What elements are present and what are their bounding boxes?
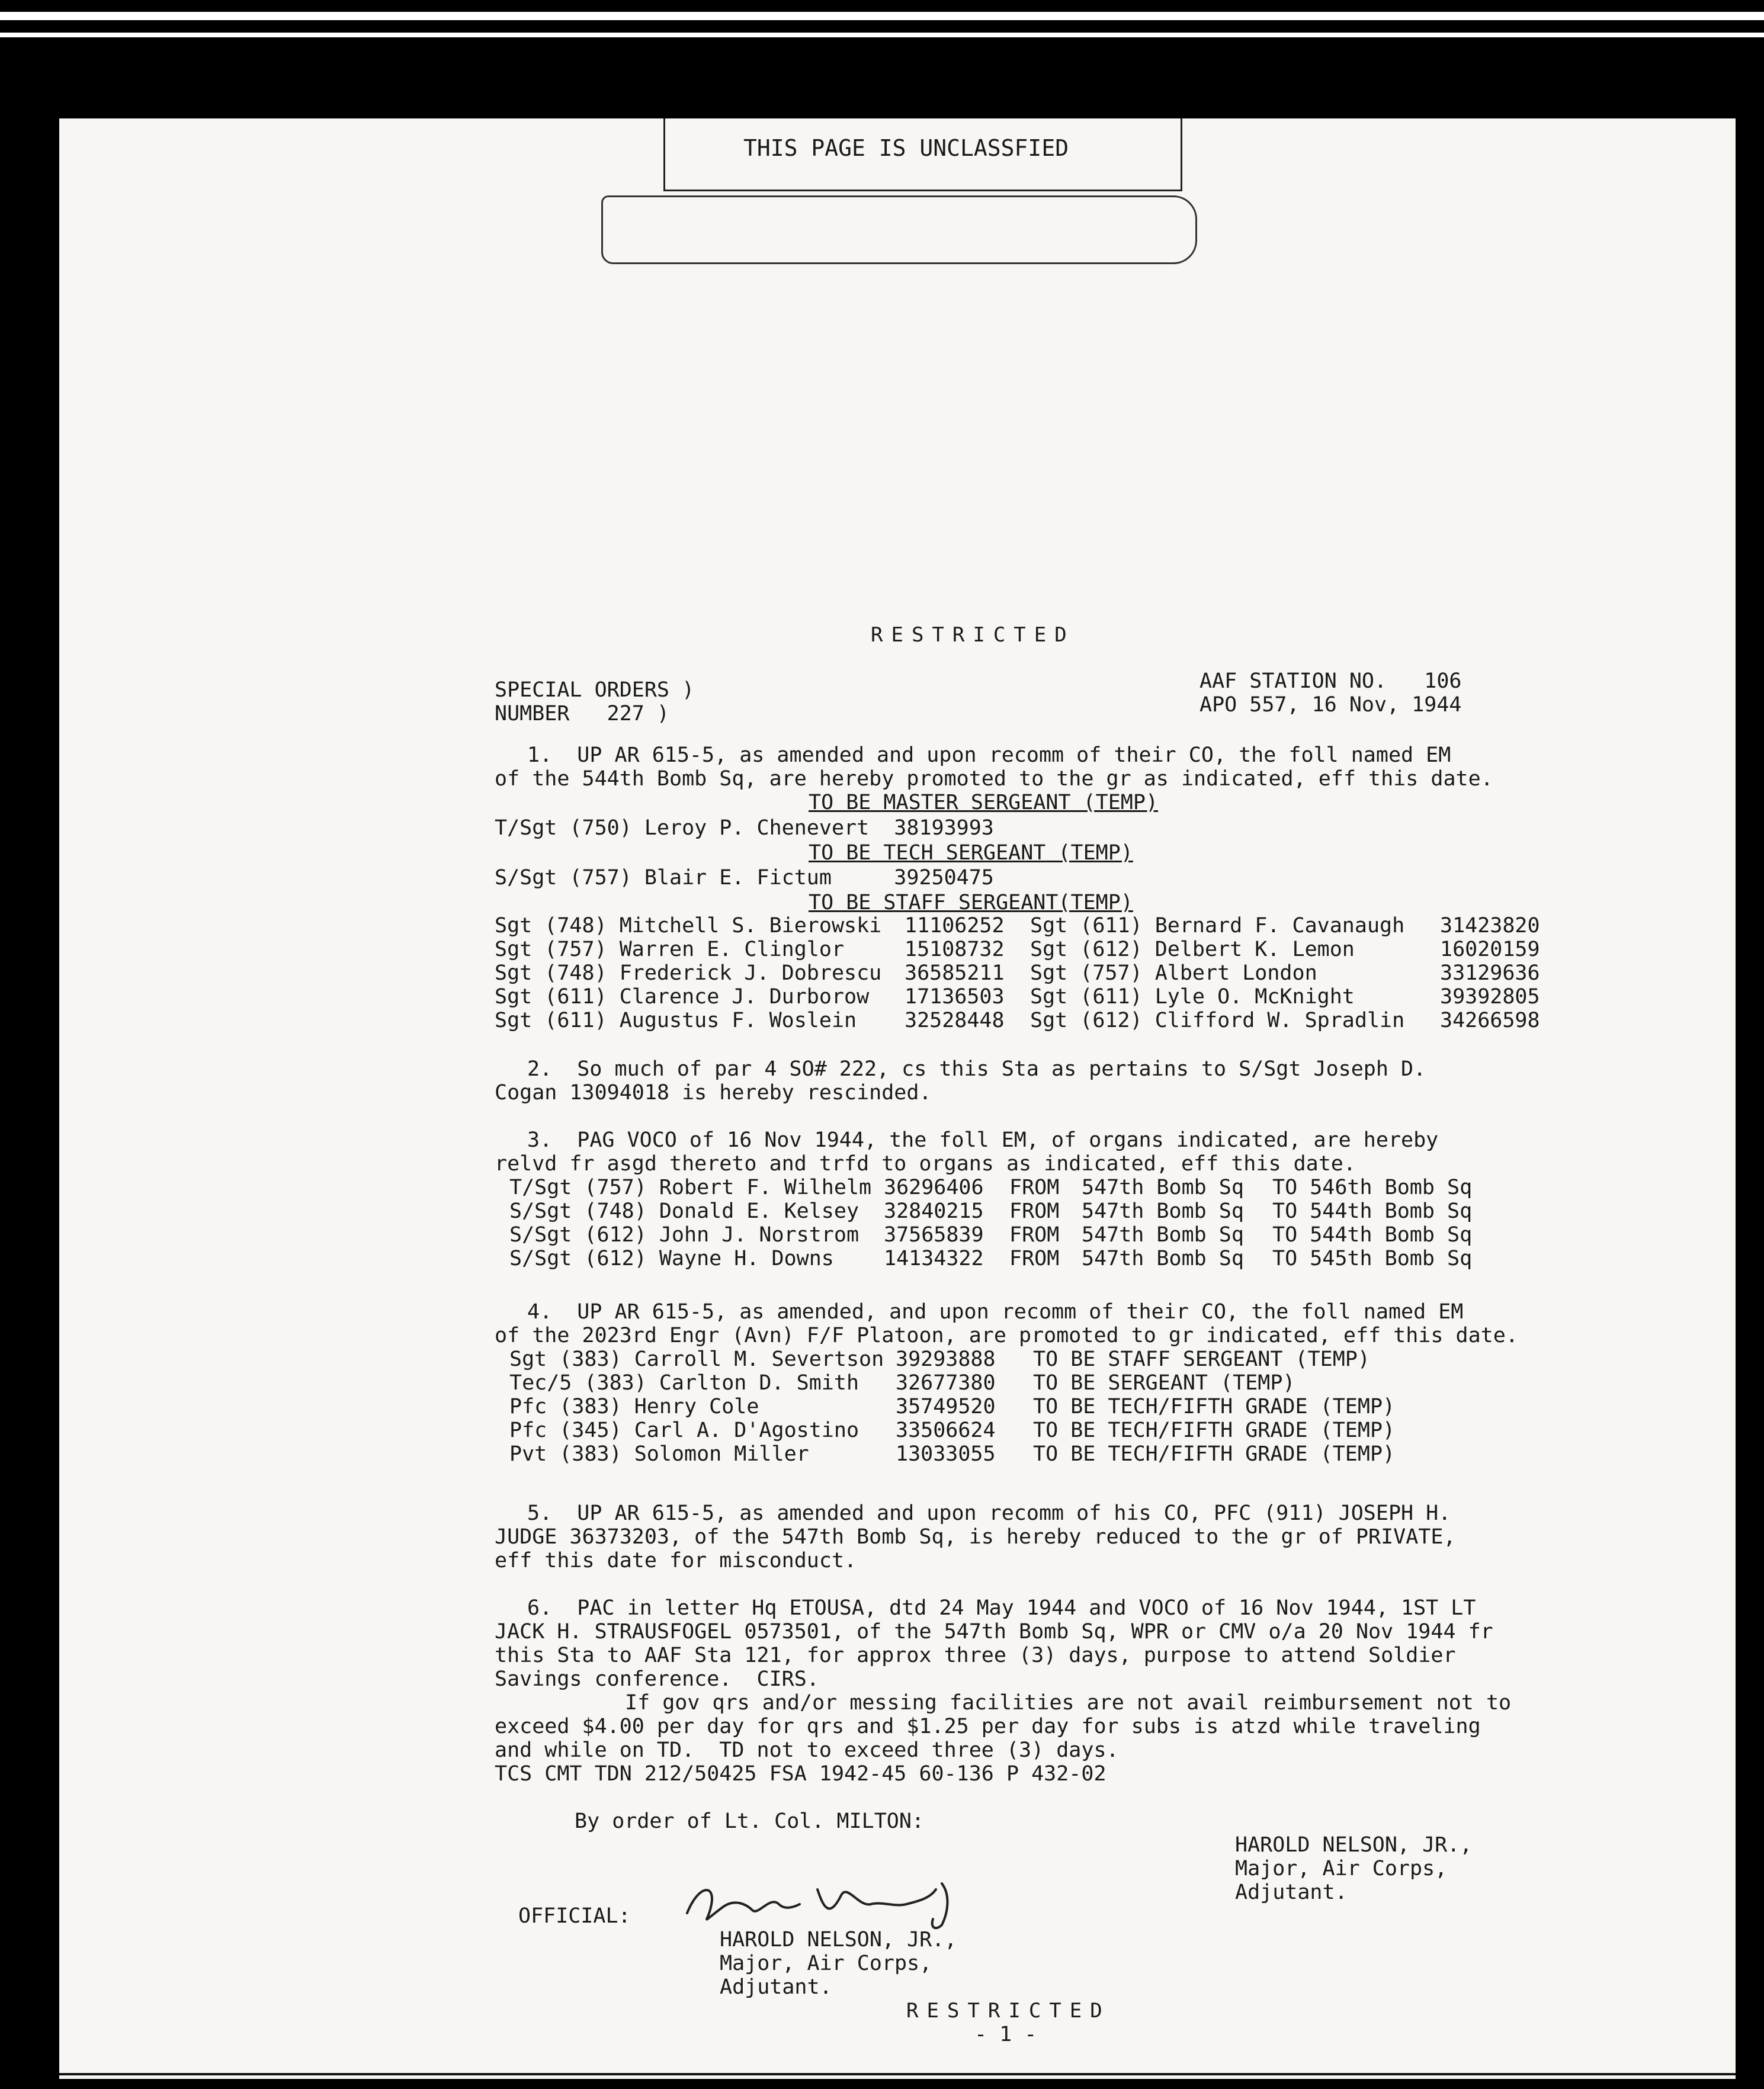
heading-tech-sergeant: TO BE TECH SERGEANT (TEMP) — [809, 841, 1133, 865]
staff-sergeant-table — [495, 914, 1547, 1032]
serial-cell: 33506624 — [896, 1419, 996, 1442]
apo-date: APO 557, 16 Nov, 1944 — [1199, 693, 1462, 717]
para6-line5: If gov qrs and/or messing facilities are not avail reimbursement not to — [625, 1691, 1512, 1715]
table-row — [495, 961, 1547, 985]
para6-line8: TCS CMT TDN 212/50425 FSA 1942-45 60-136 P 432-02 — [495, 1762, 1106, 1786]
special-orders-label: SPECIAL ORDERS ) — [495, 678, 695, 702]
from-cell: FROM — [1009, 1247, 1060, 1270]
grade-cell: TO BE SERGEANT (TEMP) — [1033, 1371, 1295, 1395]
table-row — [509, 1371, 1402, 1395]
name-cell: Sgt (757) Albert London — [1030, 961, 1317, 985]
bottom-border — [59, 2073, 1736, 2075]
table-row — [509, 1199, 1479, 1223]
table-row — [495, 985, 1547, 1009]
table-row — [509, 1442, 1402, 1466]
from-cell: FROM — [1009, 1223, 1060, 1247]
serial-cell: 37565839 — [884, 1223, 984, 1247]
serial-cell: 13033055 — [896, 1442, 996, 1466]
left-signer-name: HAROLD NELSON, JR., — [720, 1928, 957, 1952]
serial-cell: 11106252 — [905, 914, 1005, 938]
para1-line2: of the 544th Bomb Sq, are hereby promoted to the gr as indicated, eff this date. — [495, 767, 1493, 791]
serial-cell: 31423820 — [1440, 914, 1540, 938]
para4-line2: of the 2023rd Engr (Avn) F/F Platoon, are promoted to gr indicated, eff this date. — [495, 1324, 1518, 1347]
para6-line1: 6. PAC in letter Hq ETOUSA, dtd 24 May 1944 and VOCO of 16 Nov 1944, 1ST LT — [527, 1596, 1476, 1620]
grade-cell: TO BE TECH/FIFTH GRADE (TEMP) — [1033, 1442, 1396, 1466]
station-number: AAF STATION NO. 106 — [1199, 669, 1462, 693]
para5-line3: eff this date for misconduct. — [495, 1549, 857, 1573]
para6-line2: JACK H. STRAUSFOGEL 0573501, of the 547th Bomb Sq, WPR or CMV o/a 20 Nov 1944 fr — [495, 1620, 1493, 1644]
top-white-rule — [0, 12, 1764, 20]
name-cell: Pvt (383) Solomon Miller — [509, 1442, 809, 1466]
from-org-cell: 547th Bomb Sq — [1082, 1176, 1244, 1199]
para6-line3: this Sta to AAF Sta 121, for approx three (3) days, purpose to attend Soldier — [495, 1644, 1456, 1667]
grade-cell: TO BE STAFF SERGEANT (TEMP) — [1033, 1347, 1370, 1371]
tech-sergeant-entry: S/Sgt (757) Blair E. Fictum 39250475 — [495, 866, 994, 890]
left-signer-rank: Major, Air Corps, — [720, 1952, 932, 1975]
document-page — [59, 118, 1736, 2079]
name-cell: Sgt (748) Frederick J. Dobrescu — [495, 961, 882, 985]
name-cell: Pfc (345) Carl A. D'Agostino — [509, 1419, 859, 1442]
name-cell: S/Sgt (612) John J. Norstrom — [509, 1223, 859, 1247]
table-row — [509, 1347, 1402, 1371]
table-row — [509, 1419, 1402, 1442]
name-cell: Sgt (383) Carroll M. Severtson — [509, 1347, 884, 1371]
master-sergeant-entry: T/Sgt (750) Leroy P. Chenevert 38193993 — [495, 816, 994, 840]
serial-cell: 32840215 — [884, 1199, 984, 1223]
left-signer-title: Adjutant. — [720, 1975, 832, 1999]
to-org-cell: TO 544th Bomb Sq — [1272, 1199, 1473, 1223]
table-row — [495, 914, 1547, 938]
para6-line4: Savings conference. CIRS. — [495, 1667, 819, 1691]
table-row — [509, 1395, 1402, 1419]
heading-master-sergeant: TO BE MASTER SERGEANT (TEMP) — [809, 791, 1159, 814]
by-order-line: By order of Lt. Col. MILTON: — [575, 1809, 925, 1833]
order-number: NUMBER 227 ) — [495, 702, 670, 726]
classification-top: RESTRICTED — [871, 623, 1075, 647]
name-cell: Sgt (612) Clifford W. Spradlin — [1030, 1009, 1405, 1032]
para5-line2: JUDGE 36373203, of the 547th Bomb Sq, is hereby reduced to the gr of PRIVATE, — [495, 1525, 1456, 1549]
grade-cell: TO BE TECH/FIFTH GRADE (TEMP) — [1033, 1395, 1396, 1419]
unclassified-stamp-text: THIS PAGE IS UNCLASSFIED — [743, 135, 1069, 161]
para6-line7: and while on TD. TD not to exceed three (3) days. — [495, 1738, 1119, 1762]
official-label: OFFICIAL: — [518, 1904, 631, 1928]
serial-cell: 32528448 — [905, 1009, 1005, 1032]
classification-bottom: RESTRICTED — [906, 1999, 1111, 2023]
para1-line1: 1. UP AR 615-5, as amended and upon recomm of their CO, the foll named EM — [527, 743, 1451, 767]
name-cell: Tec/5 (383) Carlton D. Smith — [509, 1371, 859, 1395]
to-org-cell: TO 546th Bomb Sq — [1272, 1176, 1473, 1199]
para4-line1: 4. UP AR 615-5, as amended, and upon recomm of their CO, the foll named EM — [527, 1300, 1464, 1324]
to-org-cell: TO 545th Bomb Sq — [1272, 1247, 1473, 1270]
stamp-lower-box — [601, 195, 1197, 264]
page-number: - 1 - — [974, 2023, 1037, 2046]
name-cell: Sgt (757) Warren E. Clinglor — [495, 938, 845, 961]
serial-cell: 39392805 — [1440, 985, 1540, 1009]
from-org-cell: 547th Bomb Sq — [1082, 1199, 1244, 1223]
grade-cell: TO BE TECH/FIFTH GRADE (TEMP) — [1033, 1419, 1396, 1442]
serial-cell: 15108732 — [905, 938, 1005, 961]
heading-staff-sergeant: TO BE STAFF SERGEANT(TEMP) — [809, 891, 1133, 914]
name-cell: T/Sgt (757) Robert F. Wilhelm — [509, 1176, 872, 1199]
to-org-cell: TO 544th Bomb Sq — [1272, 1223, 1473, 1247]
name-cell: S/Sgt (612) Wayne H. Downs — [509, 1247, 834, 1270]
transfer-table — [509, 1176, 1479, 1270]
serial-cell: 36296406 — [884, 1176, 984, 1199]
para3-line1: 3. PAG VOCO of 16 Nov 1944, the foll EM, of organs indicated, are hereby — [527, 1128, 1439, 1152]
from-cell: FROM — [1009, 1199, 1060, 1223]
name-cell: Sgt (612) Delbert K. Lemon — [1030, 938, 1355, 961]
table-row — [495, 1009, 1547, 1032]
right-signer-rank: Major, Air Corps, — [1235, 1857, 1448, 1881]
name-cell: Sgt (611) Clarence J. Durborow — [495, 985, 870, 1009]
name-cell: Sgt (611) Lyle O. McKnight — [1030, 985, 1355, 1009]
para5-line1: 5. UP AR 615-5, as amended and upon recomm of his CO, PFC (911) JOSEPH H. — [527, 1501, 1451, 1525]
name-cell: Sgt (611) Bernard F. Cavanaugh — [1030, 914, 1405, 938]
para6-line6: exceed $4.00 per day for qrs and $1.25 per day for subs is atzd while traveling — [495, 1715, 1481, 1738]
name-cell: Sgt (748) Mitchell S. Bierowski — [495, 914, 882, 938]
serial-cell: 16020159 — [1440, 938, 1540, 961]
promotion-table — [509, 1347, 1402, 1466]
table-row — [495, 938, 1547, 961]
para2-line1: 2. So much of par 4 SO# 222, cs this Sta as pertains to S/Sgt Joseph D. — [527, 1057, 1426, 1081]
table-row — [509, 1176, 1479, 1199]
right-signer-title: Adjutant. — [1235, 1881, 1348, 1904]
serial-cell: 35749520 — [896, 1395, 996, 1419]
serial-cell: 14134322 — [884, 1247, 984, 1270]
handwritten-signature — [681, 1872, 966, 1937]
name-cell: Sgt (611) Augustus F. Woslein — [495, 1009, 857, 1032]
top-white-rule-thin — [0, 33, 1764, 37]
from-org-cell: 547th Bomb Sq — [1082, 1247, 1244, 1270]
para3-line2: relvd fr asgd thereto and trfd to organs as indicated, eff this date. — [495, 1152, 1356, 1176]
serial-cell: 17136503 — [905, 985, 1005, 1009]
table-row — [509, 1247, 1479, 1270]
serial-cell: 39293888 — [896, 1347, 996, 1371]
serial-cell: 34266598 — [1440, 1009, 1540, 1032]
right-signer-name: HAROLD NELSON, JR., — [1235, 1833, 1473, 1857]
serial-cell: 32677380 — [896, 1371, 996, 1395]
para2-line2: Cogan 13094018 is hereby rescinded. — [495, 1081, 932, 1105]
serial-cell: 36585211 — [905, 961, 1005, 985]
serial-cell: 33129636 — [1440, 961, 1540, 985]
from-org-cell: 547th Bomb Sq — [1082, 1223, 1244, 1247]
from-cell: FROM — [1009, 1176, 1060, 1199]
name-cell: Pfc (383) Henry Cole — [509, 1395, 759, 1419]
table-row — [509, 1223, 1479, 1247]
name-cell: S/Sgt (748) Donald E. Kelsey — [509, 1199, 859, 1223]
